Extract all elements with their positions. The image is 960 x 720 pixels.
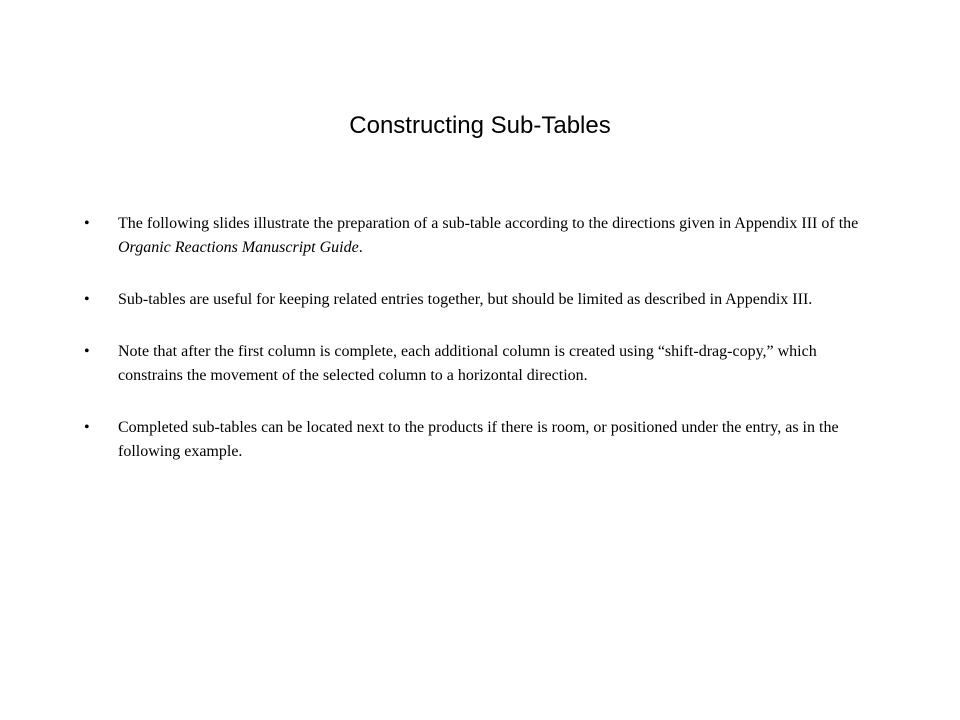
slide-title: Constructing Sub-Tables: [349, 112, 611, 139]
bullet-marker: •: [84, 419, 90, 436]
bullet-text: Note that after the first column is complete, each additional column is created using “shift-drag-copy,” which constrains the movement of the selected column to a horizontal direction.: [118, 343, 817, 384]
bullet-text: [118, 215, 858, 256]
bullet-marker: •: [84, 343, 90, 360]
bullet-marker: •: [84, 215, 90, 232]
bullet-item: [84, 416, 864, 464]
bullet-item: [84, 212, 864, 260]
bullet-text-part: .: [358, 239, 363, 256]
bullet-marker: •: [84, 291, 90, 308]
bullet-text-part: The following slides illustrate the preparation of a sub-table according to the directions given in Appendix III of the: [118, 215, 859, 232]
bullet-item: [84, 288, 864, 312]
bullet-item: [84, 340, 864, 388]
bullet-text: Sub-tables are useful for keeping related entries together, but should be limited as described in Appendix III.: [118, 291, 813, 308]
bullet-text: Completed sub-tables can be located next to the products if there is room, or positioned under the entry, as in the following example.: [118, 419, 839, 460]
bullet-list: [84, 212, 864, 492]
manuscript-guide-title: Organic Reactions Manuscript Guide: [118, 239, 359, 256]
